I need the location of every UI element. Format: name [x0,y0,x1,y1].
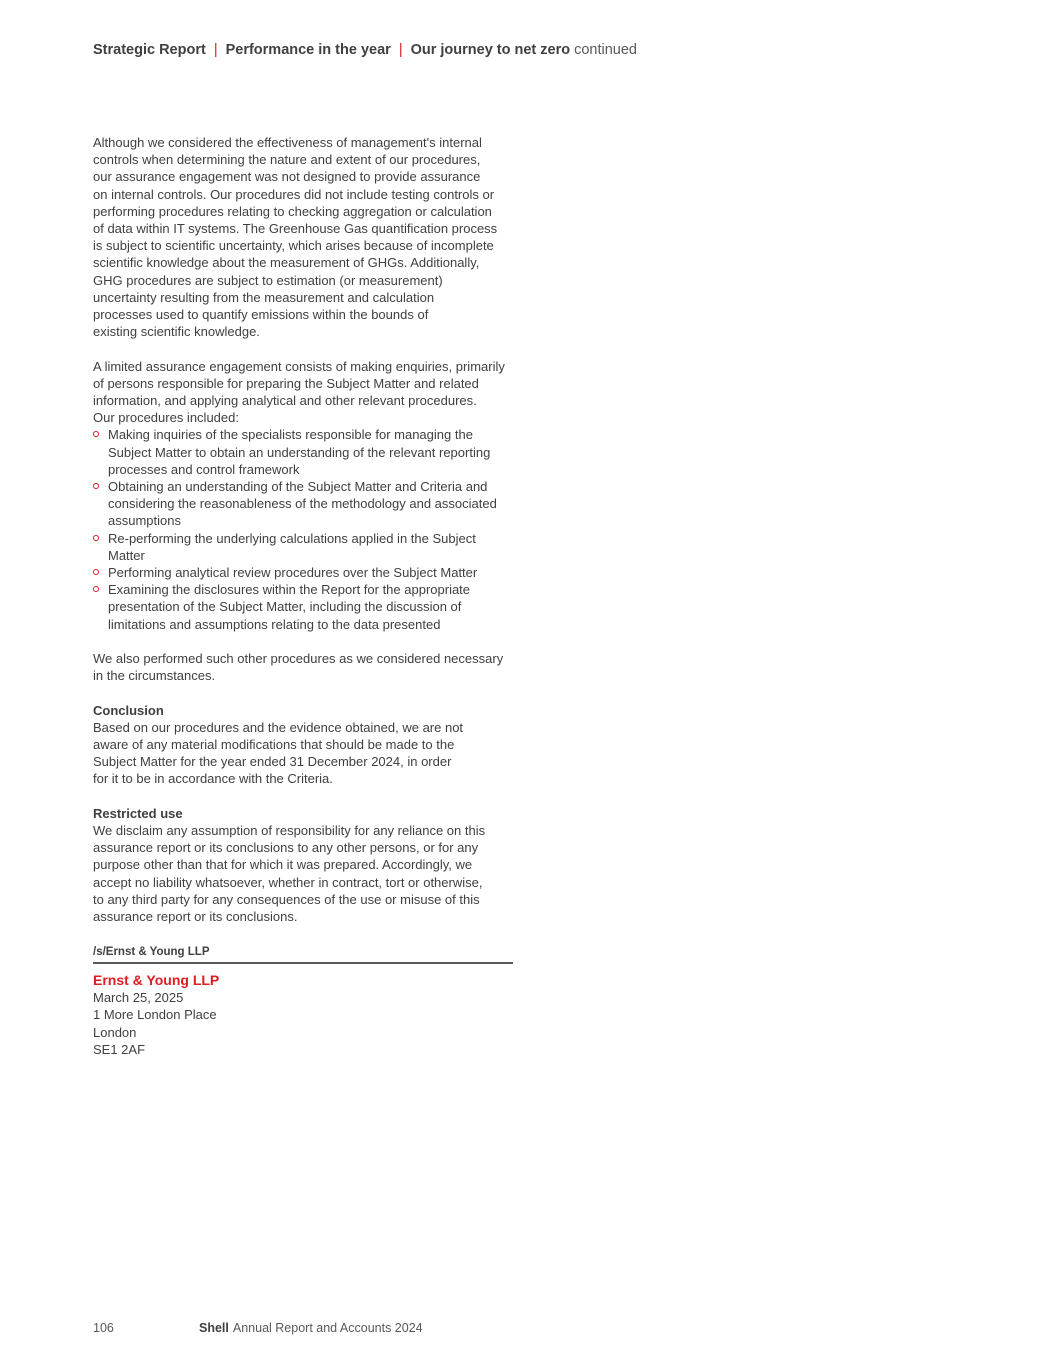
text-line: Matter [108,547,145,563]
text-line: is subject to scientific uncertainty, which arises because of incomplete [93,238,494,254]
paragraph-gap [93,340,513,357]
publication-title: Annual Report and Accounts 2024 [232,1321,423,1335]
bullet-icon [93,483,99,489]
text-line: processes and control framework [108,461,300,477]
text-line: accept no liability whatsoever, whether in contract, tort or otherwise, [93,874,483,890]
list-item [93,426,513,478]
bullet-icon [93,569,99,575]
text-line: of data within IT systems. The Greenhouse Gas quantification process [93,221,498,237]
list-item [93,564,513,581]
text-line: Performing analytical review procedures over the Subject Matter [108,565,478,581]
text-line: GHG procedures are subject to estimation (or measurement) [93,272,443,288]
text-line: scientific knowledge about the measurement of GHGs. Additionally, [93,255,480,271]
paragraph-gap [93,633,513,650]
text-line: We disclaim any assumption of responsibility for any reliance on this [93,823,486,839]
text-line: considering the reasonableness of the methodology and associated [108,496,497,512]
text-line: Making inquiries of the specialists responsible for managing the [108,427,473,443]
procedures-list [93,426,513,632]
text-line: of persons responsible for preparing the Subject Matter and related [93,375,479,391]
list-item [93,581,513,633]
list-item [93,478,513,530]
signature-block [93,946,513,1058]
breadcrumb-continued-label: continued [574,42,637,58]
address-line: London [93,1024,137,1040]
text-line: Obtaining an understanding of the Subject Matter and Criteria and [108,479,488,495]
text-line: in the circumstances. [93,668,216,684]
text-line: assurance report or its conclusions to any other persons, or for any [93,840,479,856]
text-line: aware of any material modifications that should be made to the [93,737,455,753]
text-line: Re-performing the underlying calculations applied in the Subject [108,530,476,546]
text-line: existing scientific knowledge. [93,324,260,340]
intro-paragraph [93,134,513,340]
signature-rule [93,962,513,964]
text-line: presentation of the Subject Matter, including the discussion of [108,599,462,615]
breadcrumb-item-net-zero[interactable]: Our journey to net zero [410,42,571,58]
text-line: processes used to quantify emissions within the bounds of [93,307,429,323]
text-line: purpose other than that for which it was prepared. Accordingly, we [93,857,473,873]
bullet-icon [93,535,99,541]
text-line: limitations and assumptions relating to the data presented [108,616,441,632]
text-line: for it to be in accordance with the Criteria. [93,771,333,787]
signature-line: /s/Ernst & Young LLP [93,946,210,958]
address-line: SE1 2AF [93,1041,146,1057]
text-line: assurance report or its conclusions. [93,909,298,925]
text-line: performing procedures relating to checking aggregation or calculation [93,203,492,219]
conclusion-heading: Conclusion [93,702,164,718]
breadcrumb-item-strategic-report[interactable]: Strategic Report [93,42,206,58]
list-item [93,530,513,564]
paragraph-gap [93,788,513,805]
text-line: Subject Matter to obtain an understanding of the relevant reporting [108,444,491,460]
breadcrumb-separator: | [398,42,403,58]
firm-name: Ernst & Young LLP [93,972,220,988]
text-line: Subject Matter for the year ended 31 December 2024, in order [93,754,452,770]
text-line: controls when determining the nature and extent of our procedures, [93,152,481,168]
page-number: 106 [93,1321,114,1335]
text-line: information, and applying analytical and other relevant procedures. [93,393,477,409]
text-line: assumptions [108,513,181,529]
breadcrumb-separator: | [213,42,218,58]
procedures-intro-paragraph [93,358,513,427]
text-line: A limited assurance engagement consists of making enquiries, primarily [93,358,505,374]
bullet-icon [93,431,99,437]
text-line: Although we considered the effectiveness of management's internal [93,135,482,150]
bullet-icon [93,586,99,592]
text-line: Based on our procedures and the evidence obtained, we are not [93,719,464,735]
other-procedures-paragraph [93,650,513,684]
text-line: our assurance engagement was not designed to provide assurance [93,169,481,185]
report-body [93,134,513,925]
restricted-use-paragraph [93,822,513,925]
brand-name: Shell [199,1321,229,1335]
signature-date: March 25, 2025 [93,990,184,1006]
conclusion-paragraph [93,719,513,788]
text-line: We also performed such other procedures as we considered necessary [93,651,504,667]
breadcrumb-item-performance[interactable]: Performance in the year [225,42,391,58]
text-line: to any third party for any consequences of the use or misuse of this [93,891,480,907]
text-line: Our procedures included: [93,410,239,426]
paragraph-gap [93,684,513,701]
page-footer [93,1321,423,1335]
restricted-use-heading: Restricted use [93,805,183,821]
text-line: Examining the disclosures within the Report for the appropriate [108,582,471,598]
address-line: 1 More London Place [93,1007,217,1023]
text-line: on internal controls. Our procedures did not include testing controls or [93,186,495,202]
breadcrumb [93,42,637,58]
text-line: uncertainty resulting from the measurement and calculation [93,289,435,305]
